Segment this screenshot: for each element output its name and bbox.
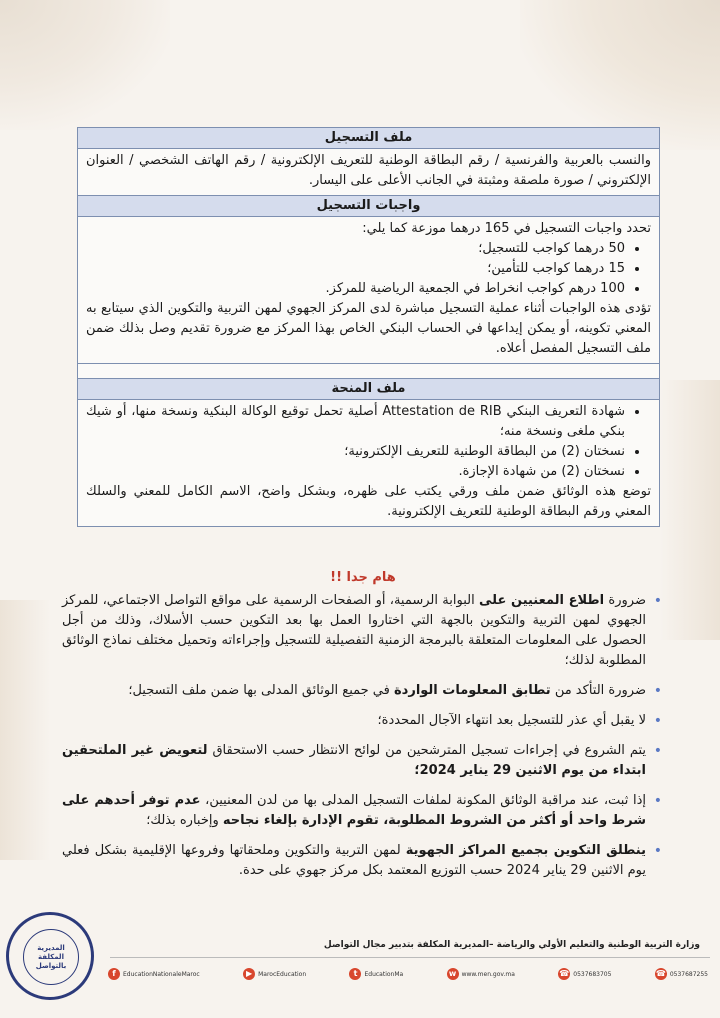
contact-fax[interactable] [655,968,708,980]
section-body-grant-file [78,400,659,526]
official-seal [6,912,94,1000]
decorative-edge-left [0,600,50,860]
important-item: • إذا ثبت، عند مراقبة الوثائق المكونة لملفات التسجيل المدلى بها من لدن المعنيين، عدم توفر أحدهم على شرط واحد أو أكثر من الشروط المطلوبة، تقوم الإدارة بإلغاء نجاحه وإخباره بذلك؛ [62,791,646,831]
section-divider [78,363,659,378]
decorative-corner-top-left [0,0,170,130]
grant-list [86,402,651,482]
important-item: • يتم الشروع في إجراءات تسجيل المترشحين من لوائح الانتظار حسب الاستحقاق لتعويض غير الملتحقين ابتداء من يوم الاثنين 29 يناير 2024؛ [62,741,646,781]
contact-label: www.men.gov.ma [461,970,515,978]
decorative-edge-right [660,380,720,640]
fees-item: • 15 درهما كواجب للتأمين؛ [86,259,625,279]
important-title: هام جدا !! [330,570,396,585]
phone-icon: ☎ [559,969,570,978]
important-item: • ينطلق التكوين بجميع المراكز الجهوية لمهن التربية والتكوين وملحقاتها وفروعها الإقليمية بشكل فعلي يوم الاثنين 29 يناير 2024 حسب التوزيع المعتمد بكل مركز جهوي على حدة. [62,841,646,881]
fees-outro: تؤدى هذه الواجبات أثناء عملية التسجيل مباشرة لدى المركز الجهوي لمهن التربية والتكوين الذي سيتابع به المعني تكوينه، أو يمكن إيداعها في الحساب البنكي الخاص بهذا المركز مع ضرورة تقديم وصل بذلك ضمن ملف التسجيل المفصل أعلاه. [86,301,651,356]
facebook-icon: f [108,968,120,980]
fees-item: • 100 درهم كواجب انخراط في الجمعية الرياضية للمركز. [86,279,625,299]
contact-phone[interactable] [558,968,611,980]
fees-intro: تحدد واجبات التسجيل في 165 درهما موزعة كما يلي: [362,221,651,236]
contact-website[interactable] [447,968,515,980]
footer-ministry-title: وزارة التربية الوطنية والتعليم الأولي والرياضة –المديرية المكلفة بتدبير مجال التواصل [323,940,700,950]
grant-item: • نسختان (2) من البطاقة الوطنية للتعريف الإلكترونية؛ [86,442,625,462]
contact-twitter[interactable] [349,968,403,980]
contact-label: EducationNationaleMaroc [123,970,200,978]
info-table [77,127,660,527]
contact-label: 0537687255 [669,970,708,978]
web-icon: w [447,968,459,980]
footer-divider [110,957,710,958]
section-body-registration-file [78,149,659,195]
grant-outro: توضع هذه الوثائق ضمن ملف ورقي يكتب على ظهره، وبشكل واضح، الاسم الكامل للمعني والسلك المعني ورقم البطاقة الوطنية للتعريف الإلكترونية. [86,484,651,519]
important-list [62,591,664,881]
contact-label: EducationMa [364,970,404,978]
fax-icon: ☎ [655,969,666,978]
important-item: • ضرورة التأكد من تطابق المعلومات الواردة في جميع الوثائق المدلى بها ضمن ملف التسجيل؛ [62,681,646,701]
grant-item: • نسختان (2) من شهادة الإجازة. [86,462,625,482]
registration-file-text: والنسب بالعربية والفرنسية / رقم البطاقة الوطنية للتعريف الإلكترونية / رقم الهاتف الشخصي / العنوان الإلكتروني / صورة ملصقة ومثبتة في الجانب الأعلى على اليسار. [86,153,651,188]
fees-list [86,239,651,299]
important-item: • ضرورة اطلاع المعنيين على البوابة الرسمية، أو الصفحات الرسمية على مواقع التواصل الاجتماعي، للمركز الجهوي لمهن التربية والتكوين بالجهة التي اختاروا العمل بها بعد التكوين حسب الأسلاك، وذلك من أجل الحصول على المعلومات المتعلقة بالبرمجة الزمنية التفصيلية للتسجيل وإجراءاته وتحميل مختلف نماذج الوثائق المطلوبة لذلك؛ [62,591,646,671]
fees-item: • 50 درهما كواجب للتسجيل؛ [86,239,625,259]
section-body-registration-fees [78,217,659,363]
contact-youtube[interactable] [243,968,306,980]
contact-label: MarocEducation [258,970,307,978]
twitter-icon: t [349,968,361,980]
seal-inner [23,929,79,985]
important-item: • لا يقبل أي عذر للتسجيل بعد انتهاء الآجال المحددة؛ [62,711,646,731]
section-title-registration-fees: واجبات التسجيل [78,195,659,217]
contact-label: 0537683705 [573,970,612,978]
contact-facebook[interactable] [108,968,200,980]
grant-item: • شهادة التعريف البنكي Attestation de RIB أصلية تحمل توقيع الوكالة البنكية ونسخة منها، أو شيك بنكي ملغى ونسخة منه؛ [86,402,625,442]
important-notes [62,570,664,891]
youtube-icon: ▶ [243,968,255,980]
seal-text: المديرية المكلفة بالتواصل [35,943,67,970]
footer-contacts [108,964,708,984]
section-title-registration-file: ملف التسجيل [78,128,659,149]
section-title-grant-file: ملف المنحة [78,378,659,400]
